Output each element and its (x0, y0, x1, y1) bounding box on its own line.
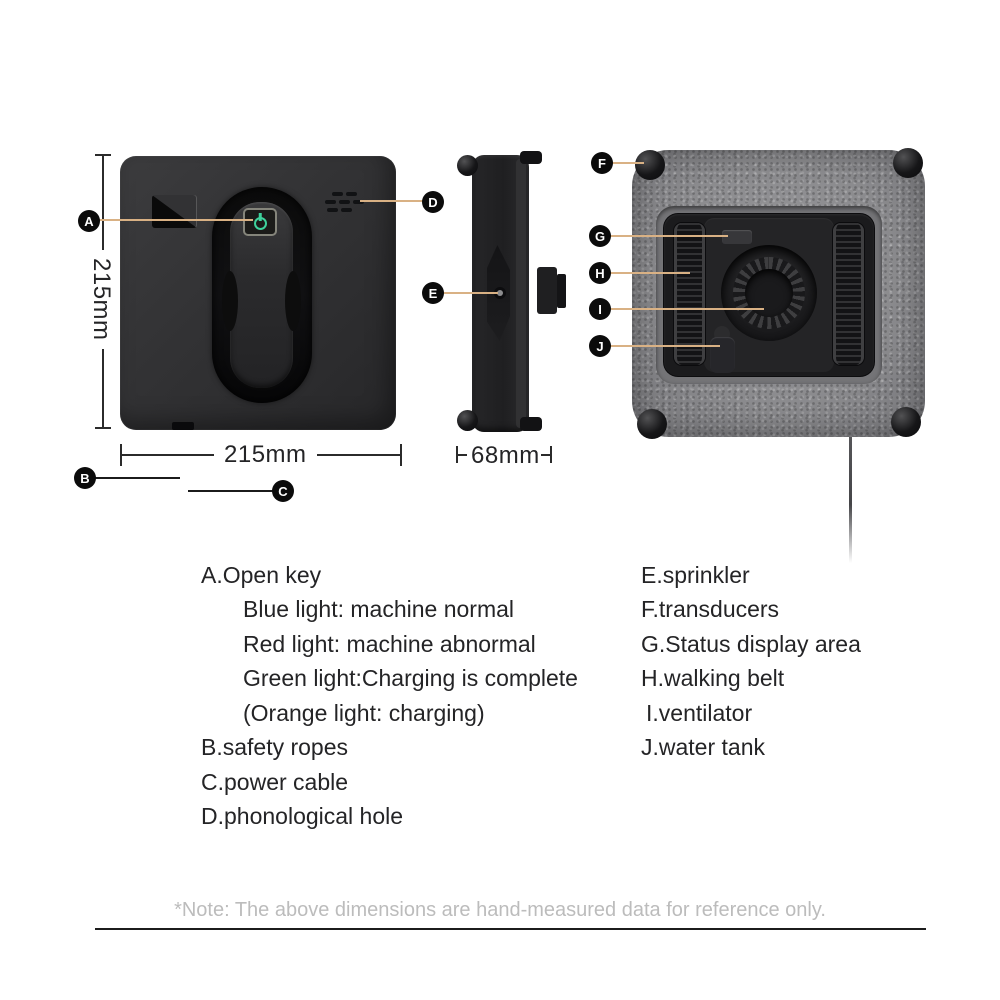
speaker-row (332, 192, 373, 196)
callout-line-g (608, 235, 728, 237)
legend-item-g: G.Status display area (641, 630, 861, 657)
power-button (243, 208, 277, 236)
water-tank (710, 337, 735, 373)
legend-item-i: I.ventilator (646, 699, 753, 726)
depth-dimension-stub-left (458, 454, 467, 456)
footnote: *Note: The above dimensions are hand-measured data for reference only. (174, 899, 826, 921)
badge-f: F (591, 152, 613, 174)
side-back-panel (516, 159, 526, 428)
walking-belt-left (674, 223, 705, 365)
height-dimension-label: 215mm (86, 250, 116, 349)
side-protrusion (537, 267, 557, 314)
callout-line-c (188, 490, 274, 492)
badge-h: H (589, 262, 611, 284)
side-view (450, 145, 575, 445)
back-view (632, 150, 925, 437)
legend-item-a-orange: (Orange light: charging) (243, 699, 485, 726)
legend-item-a-red: Red light: machine abnormal (243, 630, 536, 657)
badge-a: A (78, 210, 100, 232)
bumper-dome-top (457, 155, 478, 176)
height-dimension-tick-bottom (95, 427, 111, 429)
legend-item-a-blue: Blue light: machine normal (243, 596, 515, 623)
callout-line-h (608, 272, 690, 274)
callout-line-f (610, 162, 644, 164)
walking-belt-right (833, 223, 864, 365)
bottom-divider (95, 928, 926, 930)
legend-item-a: A.Open key (201, 561, 322, 588)
legend-item-e: E.sprinkler (641, 561, 750, 588)
power-cable (849, 433, 852, 563)
width-dimension-tick-right (400, 444, 402, 466)
display-window (152, 195, 197, 228)
badge-j: J (589, 335, 611, 357)
legend-item-f: F.transducers (641, 596, 780, 623)
power-icon (254, 217, 267, 230)
speaker-dash (346, 192, 357, 196)
badge-g: G (589, 225, 611, 247)
width-dimension-label: 215mm (214, 441, 317, 469)
depth-dimension-label: 68mm (471, 442, 540, 469)
ventilator-fan (733, 257, 805, 329)
badge-c: C (272, 480, 294, 502)
callout-line-i (608, 308, 764, 310)
transducer-dome-bl (637, 409, 667, 439)
callout-line-e (442, 292, 498, 294)
legend-item-a-green: Green light:Charging is complete (243, 665, 578, 692)
badge-d: D (422, 191, 444, 213)
status-display-area (722, 230, 752, 244)
bumper-dome-bottom (457, 410, 478, 431)
callout-line-j (608, 345, 720, 347)
side-top-cap (520, 151, 542, 164)
speaker-row (327, 208, 373, 212)
legend-right-column (641, 558, 861, 765)
speaker-dash (325, 200, 336, 204)
legend-item-b: B.safety ropes (201, 734, 349, 761)
callout-line-a (98, 219, 253, 221)
badge-i: I (589, 298, 611, 320)
speaker-dash (332, 192, 343, 196)
transducer-dome-tl (635, 150, 665, 180)
legend-left-column (201, 558, 578, 834)
transducer-dome-tr (893, 148, 923, 178)
badge-e: E (422, 282, 444, 304)
legend-item-h: H.walking belt (641, 665, 785, 692)
callout-line-b (94, 477, 180, 479)
depth-dimension-tick-right (550, 446, 552, 463)
side-bottom-cap (520, 417, 542, 431)
width-dimension-tick-left (120, 444, 122, 466)
badge-b: B (74, 467, 96, 489)
callout-line-d (360, 200, 424, 202)
legend-item-c: C.power cable (201, 768, 349, 795)
display-reflection (152, 195, 197, 228)
legend-item-d: D.phonological hole (201, 803, 404, 830)
speaker-dash (341, 208, 352, 212)
speaker-holes (325, 192, 373, 216)
speaker-dash (327, 208, 338, 212)
height-dimension-tick-top (95, 154, 111, 156)
bottom-notch (172, 422, 194, 430)
transducer-dome-br (891, 407, 921, 437)
speaker-dash (339, 200, 350, 204)
front-view (120, 156, 396, 430)
legend-item-j: J.water tank (641, 734, 765, 761)
depth-dimension-stub-right (541, 454, 550, 456)
side-protrusion-outer (557, 274, 566, 308)
